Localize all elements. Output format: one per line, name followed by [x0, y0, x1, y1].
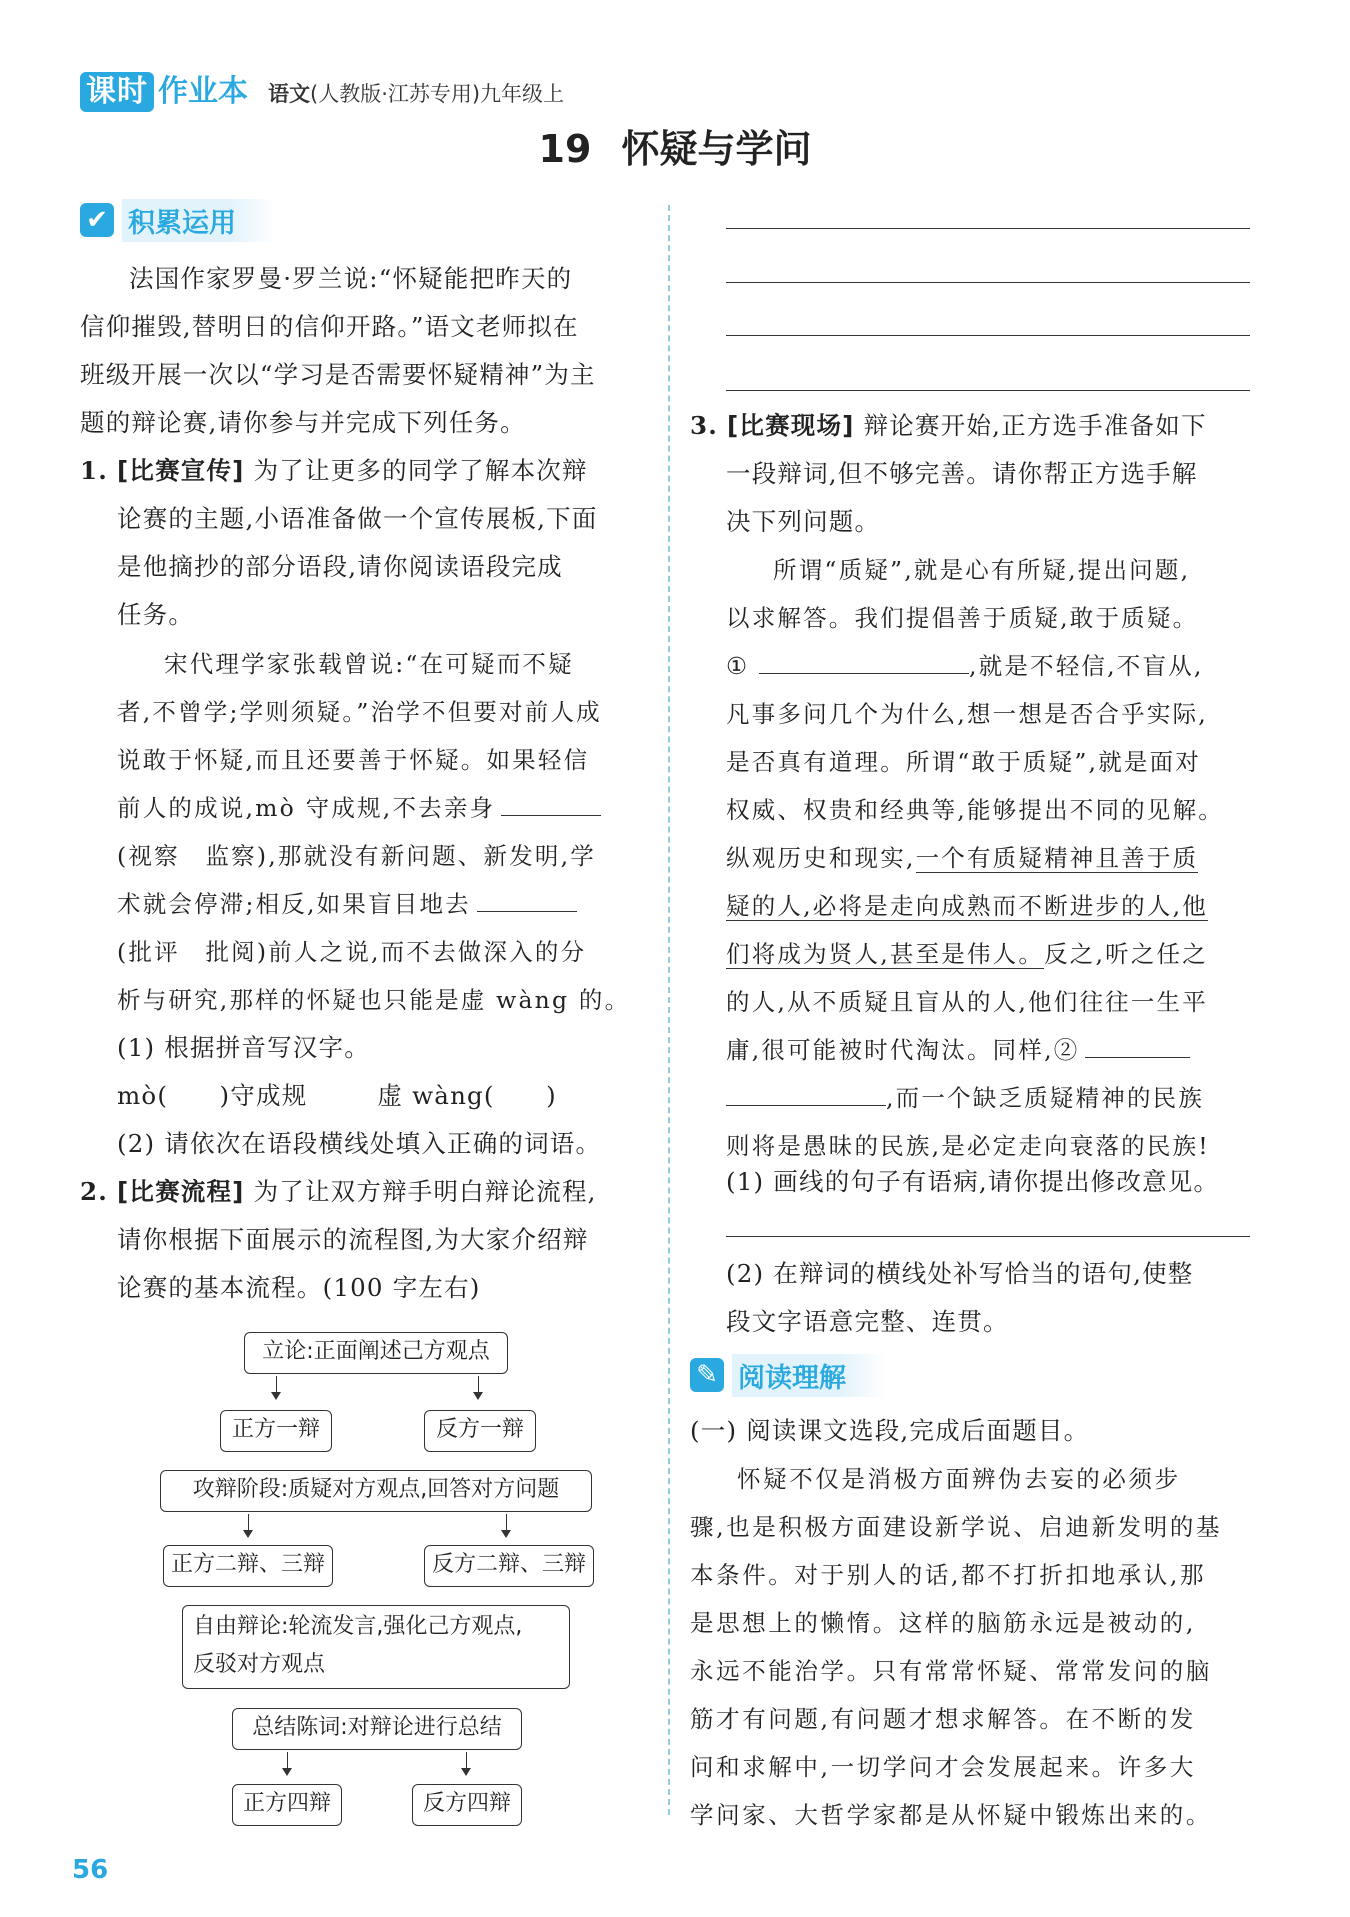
question-text: 论赛的基本流程。(100 字左右) — [117, 1273, 481, 1302]
column-divider — [668, 205, 670, 1815]
arrow-icon — [276, 1376, 277, 1398]
flow-text: 自由辩论:轮流发言,强化己方观点, — [193, 1614, 523, 1639]
arrow-icon — [478, 1376, 479, 1398]
question-text: 一段辩词,但不够完善。请你帮正方选手解 — [726, 459, 1198, 488]
passage-line: 怀疑不仅是消极方面辨伪去妄的必须步 — [737, 1465, 1181, 1493]
passage-line: 说敢于怀疑,而且还要善于怀疑。如果轻信 — [117, 746, 590, 774]
question-tag: [比赛现场] — [726, 411, 855, 440]
passage-line: 所谓“质疑”,就是心有所疑,提出问题, — [773, 556, 1191, 584]
question-text: 请你根据下面展示的流程图,为大家介绍辩 — [117, 1225, 589, 1254]
answer-line[interactable] — [726, 1236, 1250, 1237]
question-text: 辩论赛开始,正方选手准备如下 — [854, 411, 1207, 440]
flow-box-con-2-3: 反方二辩、三辩 — [424, 1545, 594, 1587]
section-heading-reading — [690, 1355, 886, 1395]
passage-line: 问和求解中,一切学问才会发展起来。许多大 — [690, 1753, 1196, 1781]
answer-line[interactable] — [726, 282, 1250, 283]
passage-line: 本条件。对于别人的话,都不打折扣地承认,那 — [690, 1561, 1207, 1589]
checkbox-icon: ✔ — [80, 203, 114, 237]
passage-line: ,就是不轻信,不盲从, — [968, 652, 1204, 680]
passage-line: 者,不曾学;学则须疑。”治学不但要对前人成 — [117, 698, 602, 726]
book-header — [80, 68, 564, 112]
question-text: 决下列问题。 — [726, 507, 881, 536]
question-1 — [80, 447, 650, 639]
question-number: 2. — [80, 1177, 108, 1206]
reading-passage — [690, 1455, 1255, 1839]
logo-text: 作业本 — [158, 74, 248, 109]
question-text: 为了让更多的同学了解本次辩 — [244, 456, 588, 485]
flow-box-opening: 立论:正面阐述己方观点 — [244, 1332, 508, 1374]
answer-blank[interactable] — [477, 881, 577, 912]
subject-label: 语文 — [268, 82, 310, 106]
underlined-sentence: 们将成为贤人,甚至是伟人。 — [726, 940, 1045, 968]
sub-question: 段文字语意完整、连贯。 — [726, 1307, 1009, 1336]
sub-question: (1) 画线的句子有语病,请你提出修改意见。 — [726, 1167, 1220, 1196]
question-3-sub-1 — [726, 1158, 1256, 1206]
answer-blank[interactable] — [501, 785, 601, 816]
question-1-subs — [117, 1024, 650, 1168]
edition-label: (人教版·江苏专用)九年级上 — [310, 82, 565, 106]
passage-line: 前人的成说,mò 守成规,不去亲身 — [117, 794, 496, 822]
answer-blank[interactable] — [759, 643, 969, 674]
lesson-number: 19 — [538, 127, 592, 171]
section-label: 积累运用 — [122, 199, 276, 242]
passage-line: 宋代理学家张载曾说:“在可疑而不疑 — [164, 650, 574, 678]
flow-box-free-debate — [182, 1605, 570, 1689]
question-text: 为了让双方辩手明白辩论流程, — [244, 1177, 597, 1206]
question-text: 是他摘抄的部分语段,请你阅读语段完成 — [117, 552, 563, 581]
question-tag: [比赛流程] — [116, 1177, 245, 1206]
pinyin-item: mò( )守成规 — [117, 1081, 308, 1110]
intro-line: 信仰摧毁,替明日的信仰开路。”语文老师拟在 — [80, 312, 579, 341]
passage-line: 是思想上的懒惰。这样的脑筋永远是被动的, — [690, 1609, 1196, 1637]
question-text: 论赛的主题,小语准备做一个宣传展板,下面 — [117, 504, 598, 533]
underlined-sentence: 一个有质疑精神且善于质 — [915, 844, 1199, 872]
answer-line[interactable] — [726, 390, 1250, 391]
page-number: 56 — [72, 1855, 109, 1885]
page-title — [0, 118, 1350, 173]
sub-question: (2) 在辩词的横线处补写恰当的语句,使整 — [726, 1259, 1194, 1288]
question-2 — [80, 1168, 650, 1312]
arrow-icon — [506, 1514, 507, 1536]
question-3-sub-2 — [726, 1250, 1256, 1346]
section-heading-accumulate — [80, 200, 276, 240]
flow-box-pro-4: 正方四辩 — [232, 1784, 342, 1826]
passage-line: 反之,听之任之 — [1044, 940, 1208, 968]
passage-line: 学问家、大哲学家都是从怀疑中锻炼出来的。 — [690, 1801, 1212, 1829]
lesson-title: 怀疑与学问 — [621, 127, 812, 171]
reading-instruction: (一) 阅读课文选段,完成后面题目。 — [690, 1416, 1090, 1445]
passage-line: 骤,也是积极方面建设新学说、启迪新发明的基 — [690, 1513, 1223, 1541]
reading-heading — [690, 1407, 1255, 1455]
flow-box-pro-2-3: 正方二辩、三辩 — [163, 1545, 333, 1587]
passage-line: 析与研究,那样的怀疑也只能是虚 wàng 的。 — [117, 986, 631, 1014]
intro-line: 法国作家罗曼·罗兰说:“怀疑能把昨天的 — [129, 264, 573, 293]
answer-blank[interactable] — [1085, 1027, 1190, 1058]
sub-question: (2) 请依次在语段横线处填入正确的词语。 — [117, 1129, 602, 1158]
arrow-icon — [248, 1514, 249, 1536]
question-tag: [比赛宣传] — [116, 456, 245, 485]
flow-box-con-1: 反方一辩 — [424, 1410, 536, 1452]
passage-line: 术就会停滞;相反,如果盲目地去 — [117, 890, 471, 918]
intro-paragraph — [80, 255, 650, 447]
passage-line: 以求解答。我们提倡善于质疑,敢于质疑。 — [726, 604, 1199, 632]
pencil-icon: ✎ — [690, 1358, 724, 1392]
arrow-icon — [287, 1752, 288, 1774]
quote-passage-1 — [117, 640, 650, 1024]
debate-passage — [726, 546, 1256, 1170]
logo-mark: 课时 — [80, 72, 154, 112]
flow-text: 反驳对方观点 — [193, 1652, 326, 1677]
flow-box-summary: 总结陈词:对辩论进行总结 — [232, 1708, 522, 1750]
flow-box-cross-exam: 攻辩阶段:质疑对方观点,回答对方问题 — [160, 1470, 592, 1512]
passage-line: 是否真有道理。所谓“敢于质疑”,就是面对 — [726, 748, 1201, 776]
passage-line: (批评 批阅)前人之说,而不去做深入的分 — [117, 938, 587, 966]
question-3 — [690, 402, 1255, 546]
pinyin-item: 虚 wàng( ) — [377, 1081, 557, 1110]
passage-line: ,而一个缺乏质疑精神的民族 — [886, 1084, 1205, 1112]
answer-blank[interactable] — [726, 1075, 886, 1106]
passage-line: 则将是愚昧的民族,是必定走向衰落的民族! — [726, 1132, 1210, 1160]
passage-line: (视察 监察),那就没有新问题、新发明,学 — [117, 842, 596, 870]
question-number: 1. — [80, 456, 108, 485]
question-text: 任务。 — [117, 600, 195, 629]
underlined-sentence: 疑的人,必将是走向成熟而不断进步的人,他 — [726, 892, 1208, 920]
section-label: 阅读理解 — [732, 1354, 886, 1397]
arrow-icon — [466, 1752, 467, 1774]
intro-line: 班级开展一次以“学习是否需要怀疑精神”为主 — [80, 360, 596, 389]
passage-line: 纵观历史和现实, — [726, 844, 916, 872]
passage-line: 的人,从不质疑且盲从的人,他们往往一生平 — [726, 988, 1208, 1016]
question-number: 3. — [690, 411, 718, 440]
book-subtitle — [268, 76, 564, 112]
flow-box-pro-1: 正方一辩 — [220, 1410, 332, 1452]
answer-line[interactable] — [726, 228, 1250, 229]
passage-line: 凡事多问几个为什么,想一想是否合乎实际, — [726, 700, 1208, 728]
passage-line: 权威、权贵和经典等,能够提出不同的见解。 — [726, 796, 1224, 824]
passage-line: 庸,很可能被时代淘汰。同样,② — [726, 1036, 1080, 1064]
passage-line: 筋才有问题,有问题才想求解答。在不断的发 — [690, 1705, 1196, 1733]
circled-one: ① — [726, 652, 750, 680]
intro-line: 题的辩论赛,请你参与并完成下列任务。 — [80, 408, 526, 437]
flow-box-con-4: 反方四辩 — [412, 1784, 522, 1826]
passage-line: 永远不能治学。只有常常怀疑、常常发问的脑 — [690, 1657, 1212, 1685]
sub-question: (1) 根据拼音写汉字。 — [117, 1033, 370, 1062]
answer-line[interactable] — [726, 335, 1250, 336]
